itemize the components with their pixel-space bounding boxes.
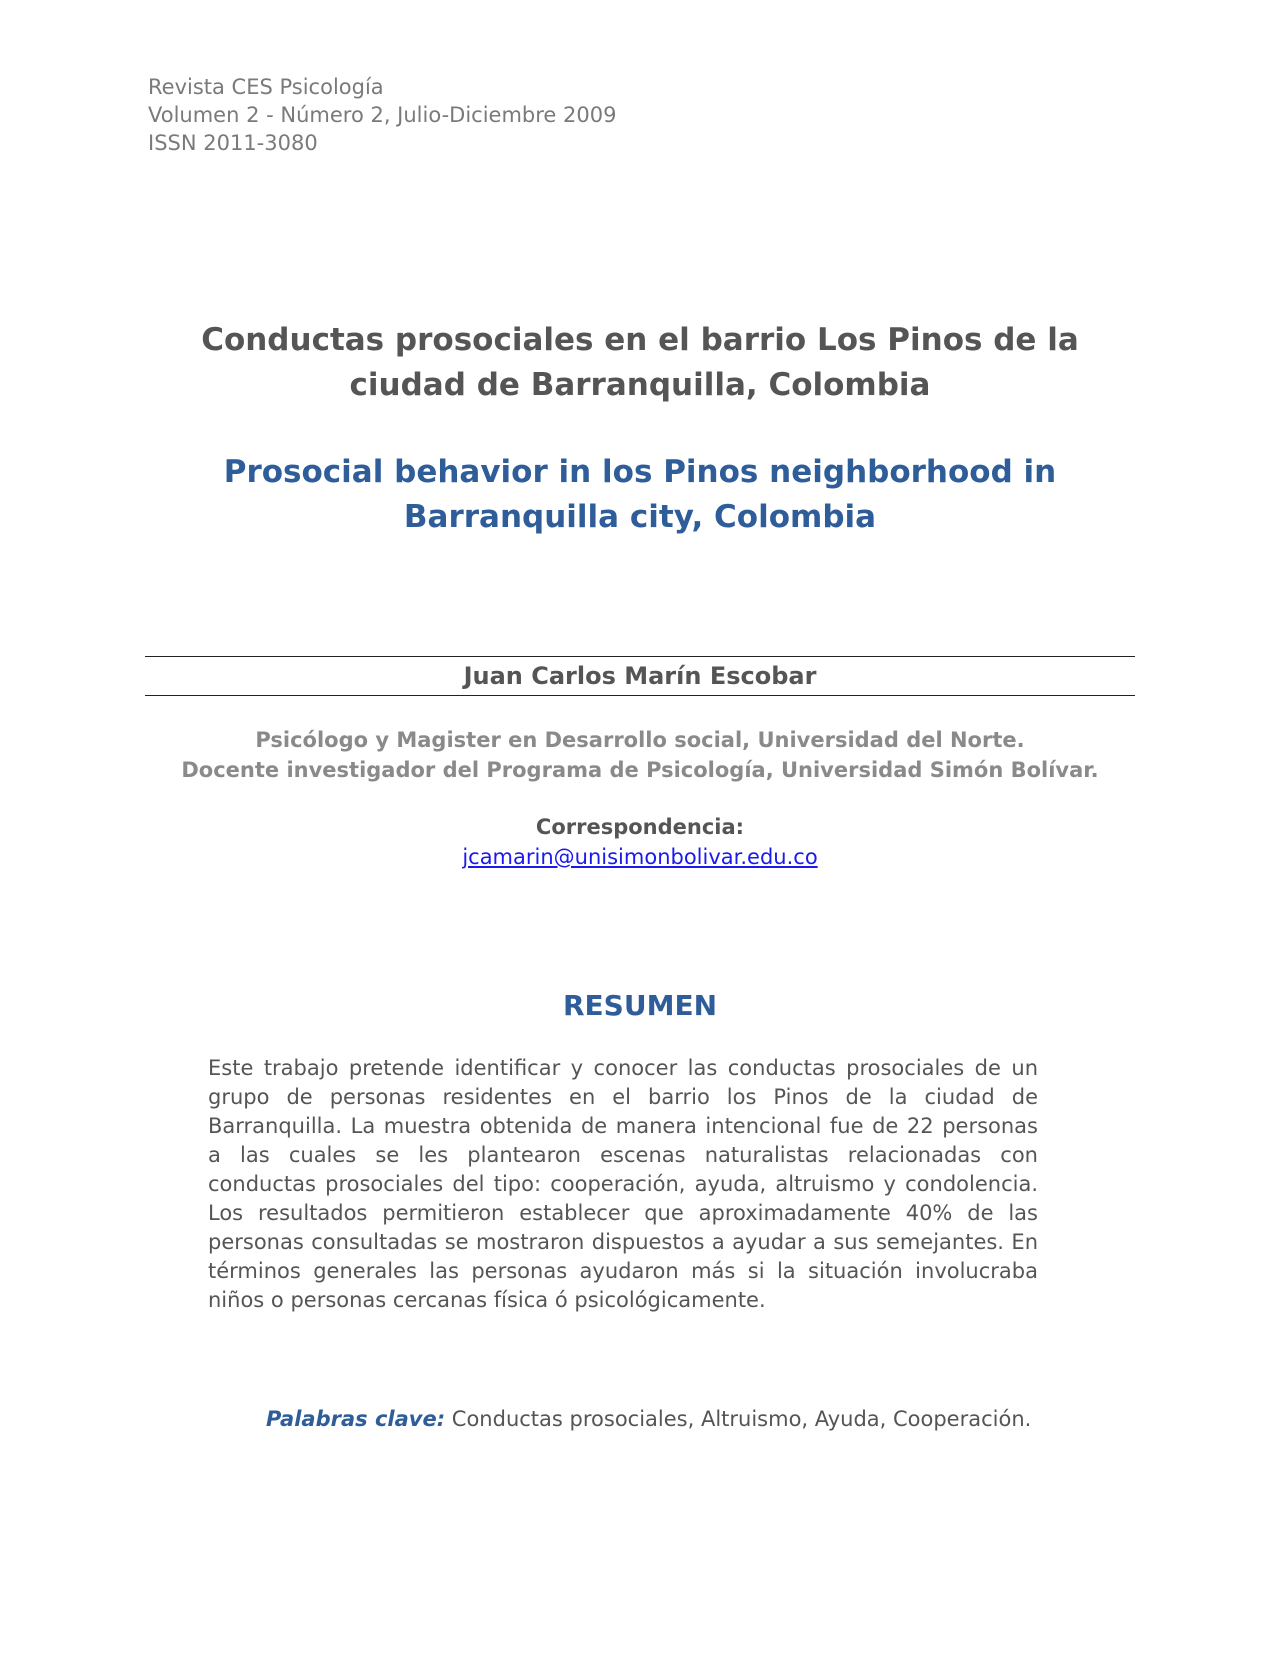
correspondence-label: Correspondencia: [535,815,745,839]
author-affiliation [140,725,1140,785]
affiliation-line1: Psicólogo y Magister en Desarrollo social, Universidad del Norte. [255,728,1025,752]
title-english [140,450,1140,540]
keywords-label: Palabras clave: [266,1407,446,1431]
author-name: Juan Carlos Marín Escobar [463,662,817,690]
email-link[interactable]: jcamarin@unisimonbolivar.edu.co [462,845,818,869]
title-spanish-line1: Conductas prosociales en el barrio Los Pinos de la [201,322,1079,358]
author-rule-bottom [145,695,1135,696]
journal-issn: ISSN 2011-3080 [148,131,318,155]
title-spanish-line2: ciudad de Barranquilla, Colombia [349,367,931,403]
abstract-heading: RESUMEN [562,989,717,1022]
title-spanish [140,318,1140,408]
keywords-list: Conductas prosociales, Altruismo, Ayuda, Cooperación. [451,1407,1032,1431]
email-container [140,842,1140,872]
journal-header [148,73,616,157]
journal-issue: Volumen 2 - Número 2, Julio-Diciembre 2009 [148,103,617,127]
title-english-line1: Prosocial behavior in los Pinos neighborhood in [223,454,1057,490]
keywords-paragraph [208,1404,1038,1434]
abstract-text: Este trabajo pretende identificar y conocer las conductas prosociales de un grupo de personas residentes en el barrio los Pinos de la ciudad de Barranquilla. La muestra obtenida de manera intencional fue de 22 personas a las cuales se les plantearon escenas naturalistas relacionadas con conductas prosociales del tipo: cooperación, ayuda, altruismo y condolencia. Los resultados permitieron establecer que aproximadamente 40% de las personas consultadas se mostraron dispuestos a ayudar a sus semejantes. En términos generales las personas ayudaron más si la situación involucraba niños o personas cercanas física ó psicológicamente. [208,1056,1038,1312]
author-rule-top [145,656,1135,657]
title-english-line2: Barranquilla city, Colombia [403,499,877,535]
affiliation-line2: Docente investigador del Programa de Psicología, Universidad Simón Bolívar. [181,758,1099,782]
journal-name: Revista CES Psicología [148,75,384,99]
